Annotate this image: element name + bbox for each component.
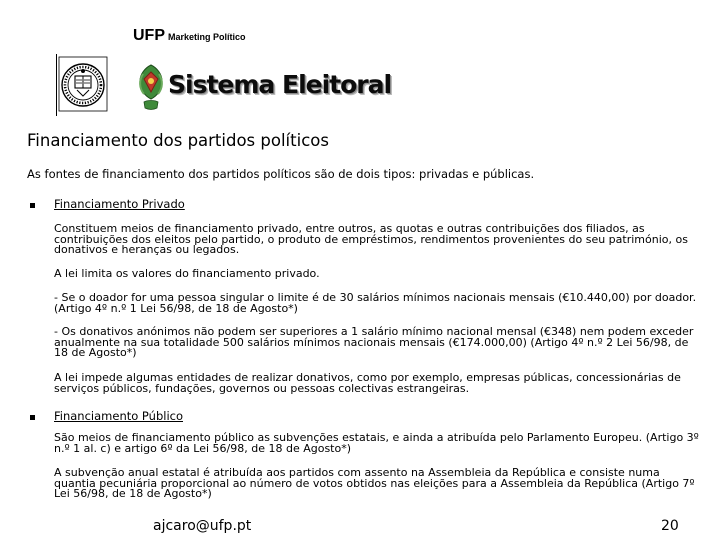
header bbox=[133, 25, 246, 45]
emblem-icon bbox=[135, 62, 167, 112]
paragraph: Constituem meios de financiamento privado, entre outros, as quotas e outras contribuições dos filiados, as contribuições dos eleitos pelo partido, o produto de empréstimos, rendimentos provenientes do seu património, os donativos e heranças ou legados. bbox=[54, 222, 688, 256]
paragraph: - Se o doador for uma pessoa singular o limite é de 30 salários mínimos nacionais mensais (€10.440,00) por doador. (Artigo 4º n.º 1 Lei 56/98, de 18 de Agosto*) bbox=[54, 291, 697, 315]
bullet-icon bbox=[30, 415, 35, 420]
paragraph: A subvenção anual estatal é atribuída aos partidos com assento na Assembleia da República e consiste numa quantia pecuniária proporcional ao número de votos obtidos nas eleições para a Assembleia da República (Artigo 7º Lei 56/98, de 18 de Agosto*) bbox=[54, 466, 695, 500]
paragraph: A lei limita os valores do financiamento privado. bbox=[54, 267, 320, 280]
header-subtitle: Marketing Político bbox=[168, 32, 246, 42]
footer-email: ajcaro@ufp.pt bbox=[153, 518, 252, 534]
header-brand: UFP bbox=[133, 27, 165, 44]
page-title: Financiamento dos partidos políticos bbox=[27, 131, 329, 150]
logo-wordmark: Sistema Eleitoral bbox=[168, 70, 392, 99]
paragraph: A lei impede algumas entidades de realizar donativos, como por exemplo, empresas públicas, concessionárias de serviços públicos, fundações, governos ou pessoas colectivas estrangeiras. bbox=[54, 371, 681, 395]
divider bbox=[56, 54, 57, 116]
section-heading-public: Financiamento Público bbox=[54, 409, 183, 423]
section-heading-private: Financiamento Privado bbox=[54, 197, 185, 211]
bullet-icon bbox=[30, 203, 35, 208]
paragraph: São meios de financiamento público as subvenções estatais, e ainda a atribuída pelo Parlamento Europeu. (Artigo 3º n.º 1 al. c) e artigo 6º da Lei 56/98, de 18 de Agosto*) bbox=[54, 431, 699, 455]
page-number: 20 bbox=[661, 518, 679, 534]
university-seal-icon bbox=[58, 56, 108, 112]
intro-text: As fontes de financiamento dos partidos políticos são de dois tipos: privadas e públicas. bbox=[27, 167, 535, 181]
paragraph: - Os donativos anónimos não podem ser superiores a 1 salário mínimo nacional mensal (€348) nem podem exceder anualmente na sua totalidade 500 salários mínimos nacionais mensais (€174.000,00) (Artigo 4º n.º 2 Lei 56/98, de 18 de Agosto*) bbox=[54, 325, 694, 359]
